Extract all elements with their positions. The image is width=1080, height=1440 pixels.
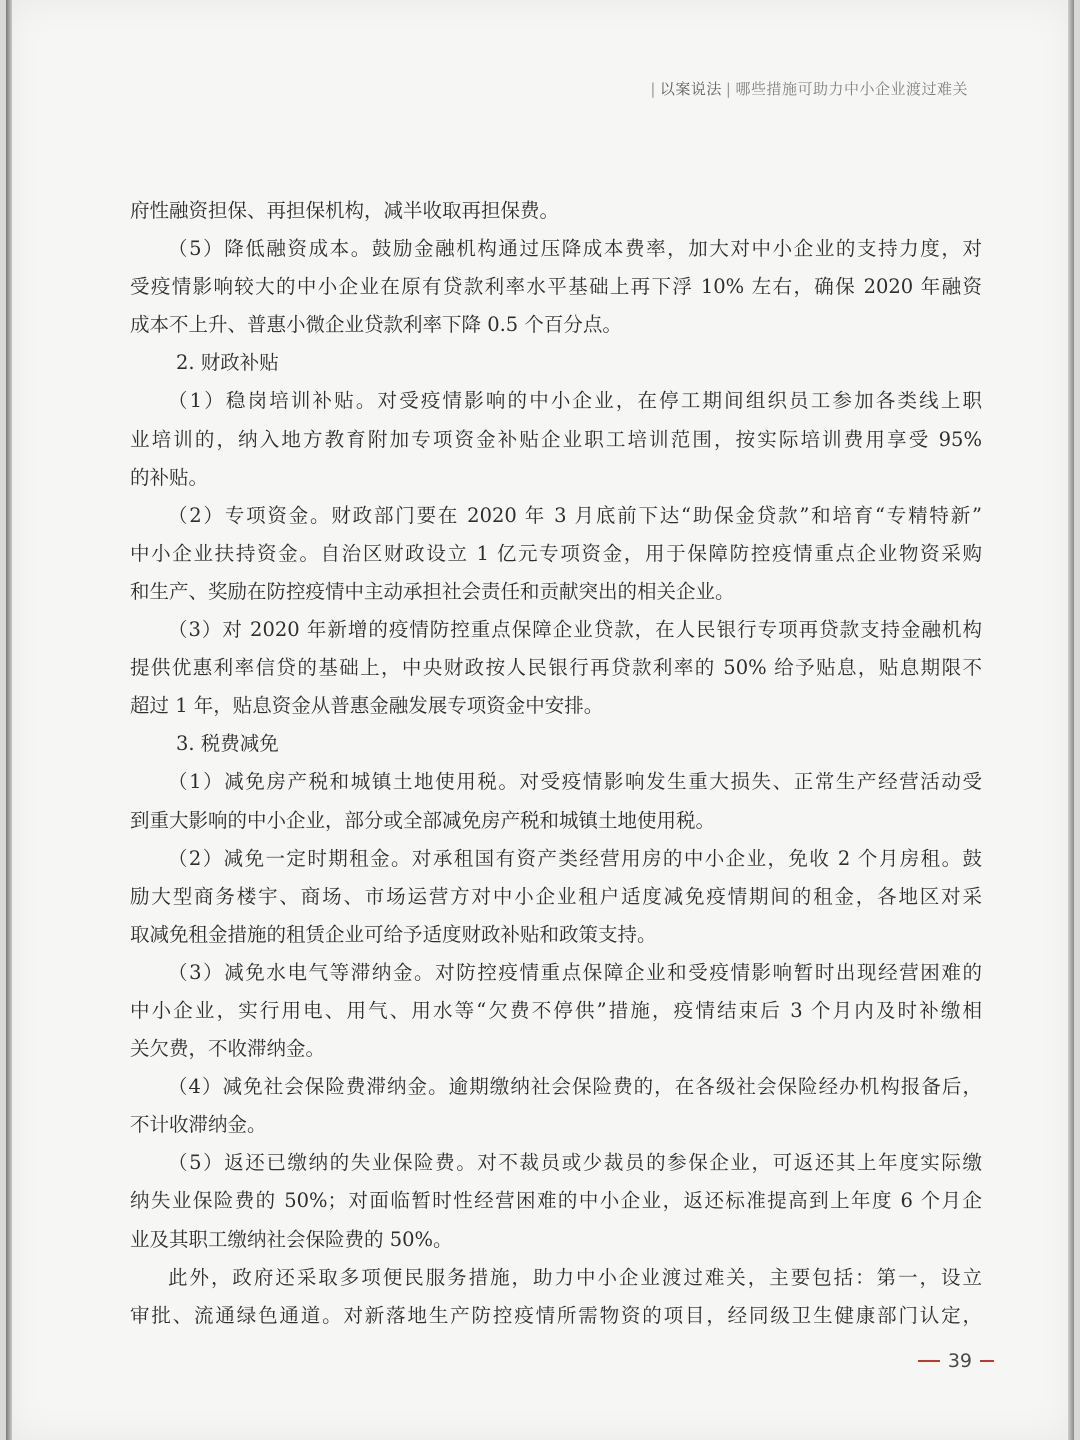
header-chapter: 哪些措施可助力中小企业渡过难关 — [735, 80, 968, 98]
text-line: 中小企业扶持资金。自治区财政设立 1 亿元专项资金，用于保障防控疫情重点企业物资采购 — [130, 541, 982, 565]
text-line: （3）对 2020 年新增的疫情防控重点保障企业贷款，在人民银行专项再贷款支持金融机构 — [168, 618, 982, 642]
text-line: 的补贴。 — [130, 465, 209, 489]
text-line: （2）专项资金。财政部门要在 2020 年 3 月底前下达“助保金贷款”和培育“专精特新” — [168, 503, 982, 527]
text-line: 到重大影响的中小企业，部分或全部减免房产税和城镇土地使用税。 — [130, 808, 716, 832]
text-line: 超过 1 年，贴息资金从普惠金融发展专项资金中安排。 — [130, 694, 604, 718]
page-number — [918, 1350, 994, 1372]
running-header — [646, 78, 968, 99]
text-line: 业及其职工缴纳社会保险费的 50%。 — [130, 1227, 453, 1251]
text-line: 府性融资担保、再担保机构，减半收取再担保费。 — [130, 199, 560, 222]
text-line: 受疫情影响较大的中小企业在原有贷款利率水平基础上再下浮 10% 左右，确保 2020 年融资 — [130, 275, 982, 299]
section-heading: 3. 税费减免 — [176, 732, 279, 756]
text-line: （1）减免房产税和城镇土地使用税。对受疫情影响发生重大损失、正常生产经营活动受 — [168, 770, 982, 794]
page-edge-left — [6, 0, 12, 1440]
header-series: 以案说法 — [659, 80, 722, 98]
text-line: 此外，政府还采取多项便民服务措施，助力中小企业渡过难关，主要包括：第一，设立 — [168, 1265, 982, 1289]
text-line: （1）稳岗培训补贴。对受疫情影响的中小企业，在停工期间组织员工参加各类线上职 — [168, 389, 982, 413]
text-line: 提供优惠利率信贷的基础上，中央财政按人民银行再贷款利率的 50% 给予贴息，贴息期限不 — [130, 656, 982, 680]
page-edge-right — [1068, 0, 1074, 1440]
book-page — [6, 0, 1074, 1440]
text-line: （5）降低融资成本。鼓励金融机构通过压降成本费率，加大对中小企业的支持力度，对 — [168, 237, 982, 261]
text-line: （3）减免水电气等滞纳金。对防控疫情重点保障企业和受疫情影响暂时出现经营困难的 — [168, 960, 982, 984]
folio-dash-left — [918, 1360, 940, 1362]
section-heading: 2. 财政补贴 — [176, 351, 279, 375]
text-line: 纳失业保险费的 50%；对面临暂时性经营困难的中小企业，返还标准提高到上年度 6 个月企 — [130, 1189, 982, 1213]
text-line: 关欠费，不收滞纳金。 — [130, 1037, 326, 1061]
text-line: 励大型商务楼宇、商场、市场运营方对中小企业租户适度减免疫情期间的租金，各地区对采 — [130, 884, 982, 908]
text-line: （4）减免社会保险费滞纳金。逾期缴纳社会保险费的，在各级社会保险经办机构报备后， — [168, 1075, 982, 1099]
text-line: 业培训的，纳入地方教育附加专项资金补贴企业职工培训范围，按实际培训费用享受 95% — [130, 427, 982, 451]
text-line: 取减免租金措施的租赁企业可给予适度财政补贴和政策支持。 — [130, 922, 657, 946]
text-line: 和生产、奖励在防控疫情中主动承担社会责任和贡献突出的相关企业。 — [130, 579, 735, 603]
header-separator: | — [725, 80, 732, 98]
text-line: 成本不上升、普惠小微企业贷款利率下降 0.5 个百分点。 — [130, 313, 622, 337]
text-line: （2）减免一定时期租金。对承租国有资产类经营用房的中小企业，免收 2 个月房租。鼓 — [168, 846, 982, 870]
header-separator: | — [650, 80, 656, 98]
text-line: 审批、流通绿色通道。对新落地生产防控疫情所需物资的项目，经同级卫生健康部门认定， — [130, 1303, 982, 1327]
text-line: 不计收滞纳金。 — [130, 1113, 267, 1137]
text-line: 中小企业，实行用电、用气、用水等“欠费不停供”措施，疫情结束后 3 个月内及时补缴相 — [130, 998, 982, 1022]
text-line: （5）返还已缴纳的失业保险费。对不裁员或少裁员的参保企业，可返还其上年度实际缴 — [168, 1151, 982, 1175]
page-number-text: 39 — [947, 1350, 972, 1372]
body-text — [130, 192, 982, 1335]
folio-dash-right — [980, 1360, 994, 1362]
